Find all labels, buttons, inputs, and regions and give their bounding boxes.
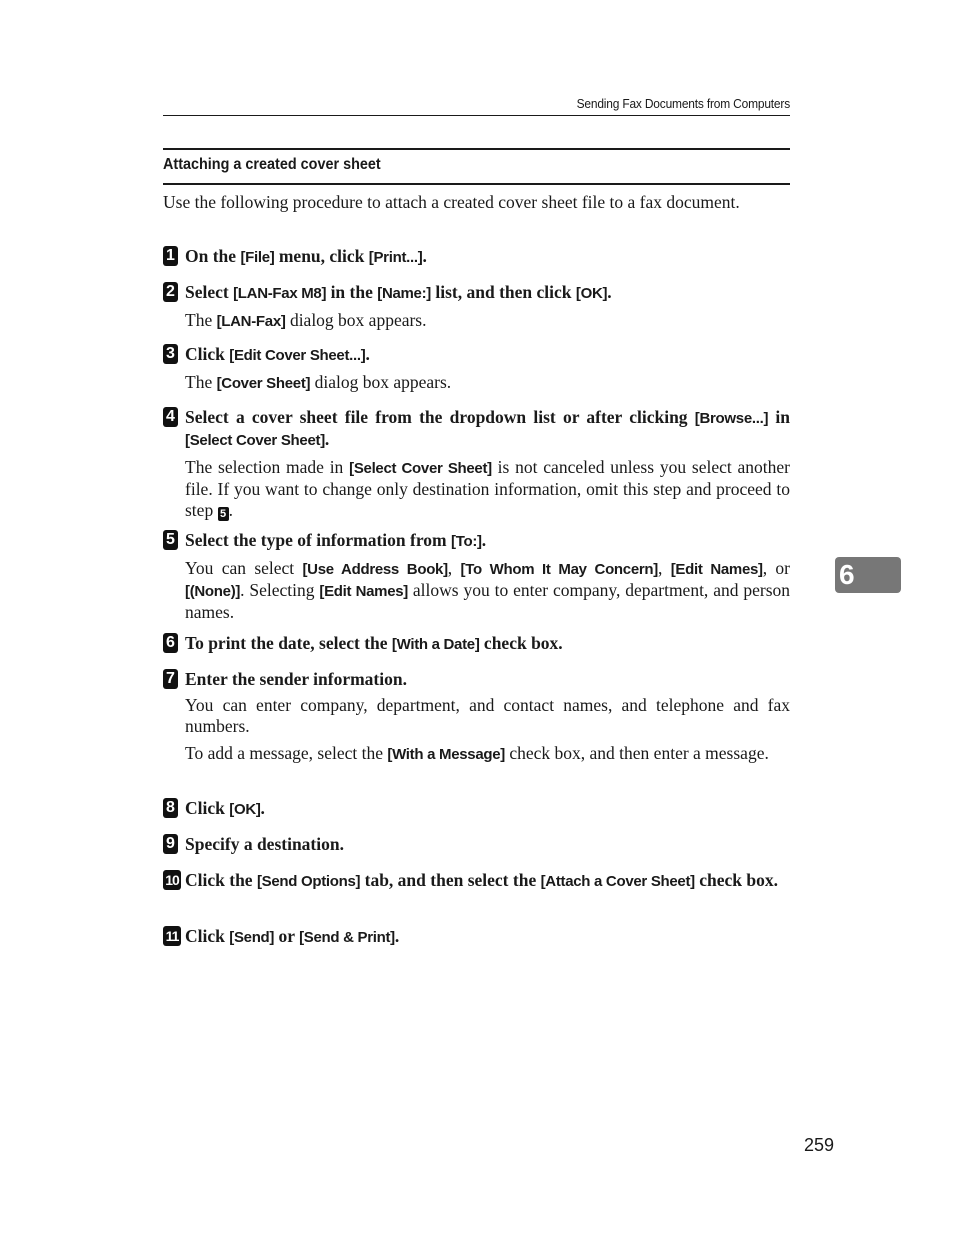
step-title xyxy=(185,798,790,820)
chapter-tab: 6 xyxy=(835,557,901,593)
header-rule xyxy=(163,115,790,116)
step-title xyxy=(185,870,790,892)
text-run: The selection made in xyxy=(185,457,350,477)
text-run: Click xyxy=(185,344,230,364)
ui-label: [Edit Cover Sheet...] xyxy=(229,347,366,364)
step-number-icon: 2 xyxy=(163,282,178,302)
text-run: in the xyxy=(326,282,378,302)
text-run: , xyxy=(447,558,461,578)
step-description xyxy=(185,695,790,737)
text-run: . xyxy=(324,429,330,449)
text-run: The xyxy=(185,310,217,330)
ui-label: [To Whom It May Concern] xyxy=(460,561,658,578)
text-run: Click xyxy=(185,926,230,946)
text-run: To add a message, select the xyxy=(185,743,388,763)
running-head: Sending Fax Documents from Computers xyxy=(576,96,790,111)
ui-label: [With a Message] xyxy=(387,746,505,763)
step-number-icon: 10 xyxy=(163,870,181,890)
text-run: You can select xyxy=(185,558,303,578)
ui-label: [Browse...] xyxy=(694,410,769,427)
text-run: , xyxy=(657,558,671,578)
text-run: . Selecting xyxy=(240,580,320,600)
step-2 xyxy=(163,282,790,332)
text-run: check box. xyxy=(479,633,563,653)
text-run: . xyxy=(481,530,487,550)
ui-label: [Name:] xyxy=(377,285,431,302)
text-run: Specify a destination. xyxy=(185,834,344,854)
section-top-rule xyxy=(163,148,790,150)
text-run: dialog box appears. xyxy=(310,372,452,392)
ui-label: [With a Date] xyxy=(391,636,480,653)
text-run: The xyxy=(185,372,217,392)
text-run: . xyxy=(422,246,427,266)
text-run: To print the date, select the xyxy=(185,633,392,653)
ui-label: [Cover Sheet] xyxy=(216,375,311,392)
text-run: On the xyxy=(185,246,241,266)
text-run: list, and then click xyxy=(431,282,576,302)
text-run: , or xyxy=(762,558,791,578)
text-run: check box, and then enter a message. xyxy=(504,743,769,763)
ui-label: [(None)] xyxy=(185,583,241,600)
page-number: 259 xyxy=(803,1135,834,1155)
step-title xyxy=(185,282,790,304)
step-4 xyxy=(163,407,790,521)
text-run: menu, click xyxy=(274,246,369,266)
step-title xyxy=(185,633,790,655)
text-run: . xyxy=(365,344,370,364)
step-title xyxy=(185,407,790,451)
step-number-icon: 6 xyxy=(163,633,178,653)
step-number-icon: 4 xyxy=(163,407,178,427)
step-number-icon: 1 xyxy=(163,246,178,266)
ui-label: [OK] xyxy=(575,285,608,302)
step-title xyxy=(185,834,790,854)
step-description xyxy=(185,457,790,521)
text-run: is not canceled unless you select another file. If you want to change only destination information, omit this step and proceed to step xyxy=(185,457,790,520)
ui-label: [To:] xyxy=(451,533,482,550)
step-7 xyxy=(163,669,790,765)
text-run: dialog box appears. xyxy=(285,310,427,330)
section-bottom-rule xyxy=(163,183,790,185)
text-run: . xyxy=(228,500,233,520)
step-number-icon: 9 xyxy=(163,834,178,854)
step-title xyxy=(185,926,790,948)
step-number-icon: 7 xyxy=(163,669,178,689)
text-run: Click xyxy=(185,798,230,818)
step-9 xyxy=(163,834,790,854)
step-title xyxy=(185,669,790,689)
step-number-icon: 5 xyxy=(163,530,178,550)
ui-label: [Select Cover Sheet] xyxy=(349,460,492,477)
step-description xyxy=(185,310,790,332)
ui-label: [LAN-Fax M8] xyxy=(233,285,327,302)
text-run: Click the xyxy=(185,870,257,890)
step-description xyxy=(185,558,790,623)
text-run: Select xyxy=(185,282,234,302)
ui-label: [LAN-Fax] xyxy=(216,313,286,330)
step-8 xyxy=(163,798,790,820)
step-1 xyxy=(163,246,790,268)
ui-label: [Edit Names] xyxy=(670,561,763,578)
step-description xyxy=(185,372,790,394)
step-number-icon: 8 xyxy=(163,798,178,818)
ui-label: [Use Address Book] xyxy=(302,561,448,578)
ui-label: [Send] xyxy=(229,929,275,946)
text-run: check box. xyxy=(694,870,778,890)
text-run: . xyxy=(607,282,612,302)
step-number-icon: 11 xyxy=(163,926,181,946)
text-run: Select a cover sheet file from the dropdown list or after clicking xyxy=(185,407,695,427)
step-reference-icon: 5 xyxy=(218,507,229,521)
ui-label: [OK] xyxy=(229,801,261,818)
text-run: You can enter company, department, and contact names, and telephone and fax numbers. xyxy=(185,695,790,736)
ui-label: [File] xyxy=(240,249,275,266)
step-title xyxy=(185,344,790,366)
text-run: . xyxy=(260,798,265,818)
text-run: or xyxy=(274,926,300,946)
step-title xyxy=(185,530,790,552)
text-run: in xyxy=(768,407,790,427)
text-run: Select the type of information from xyxy=(185,530,452,550)
step-3 xyxy=(163,344,790,394)
ui-label: [Edit Names] xyxy=(319,583,408,600)
ui-label: [Attach a Cover Sheet] xyxy=(540,873,695,890)
ui-label: [Select Cover Sheet] xyxy=(185,432,325,449)
text-run: . xyxy=(394,926,400,946)
text-run: tab, and then select the xyxy=(360,870,541,890)
step-5 xyxy=(163,530,790,623)
step-10 xyxy=(163,870,790,892)
section-title: Attaching a created cover sheet xyxy=(163,156,381,173)
step-description xyxy=(185,743,790,765)
step-number-icon: 3 xyxy=(163,344,178,364)
text-run: allows you to enter company, department, and person names. xyxy=(185,580,791,622)
step-6 xyxy=(163,633,790,655)
text-run: Enter the sender information. xyxy=(185,669,407,689)
ui-label: [Print...] xyxy=(368,249,423,266)
ui-label: [Send & Print] xyxy=(299,929,395,946)
intro-paragraph: Use the following procedure to attach a created cover sheet file to a fax document. xyxy=(163,192,740,212)
step-title xyxy=(185,246,790,268)
ui-label: [Send Options] xyxy=(256,873,361,890)
step-11 xyxy=(163,926,790,948)
